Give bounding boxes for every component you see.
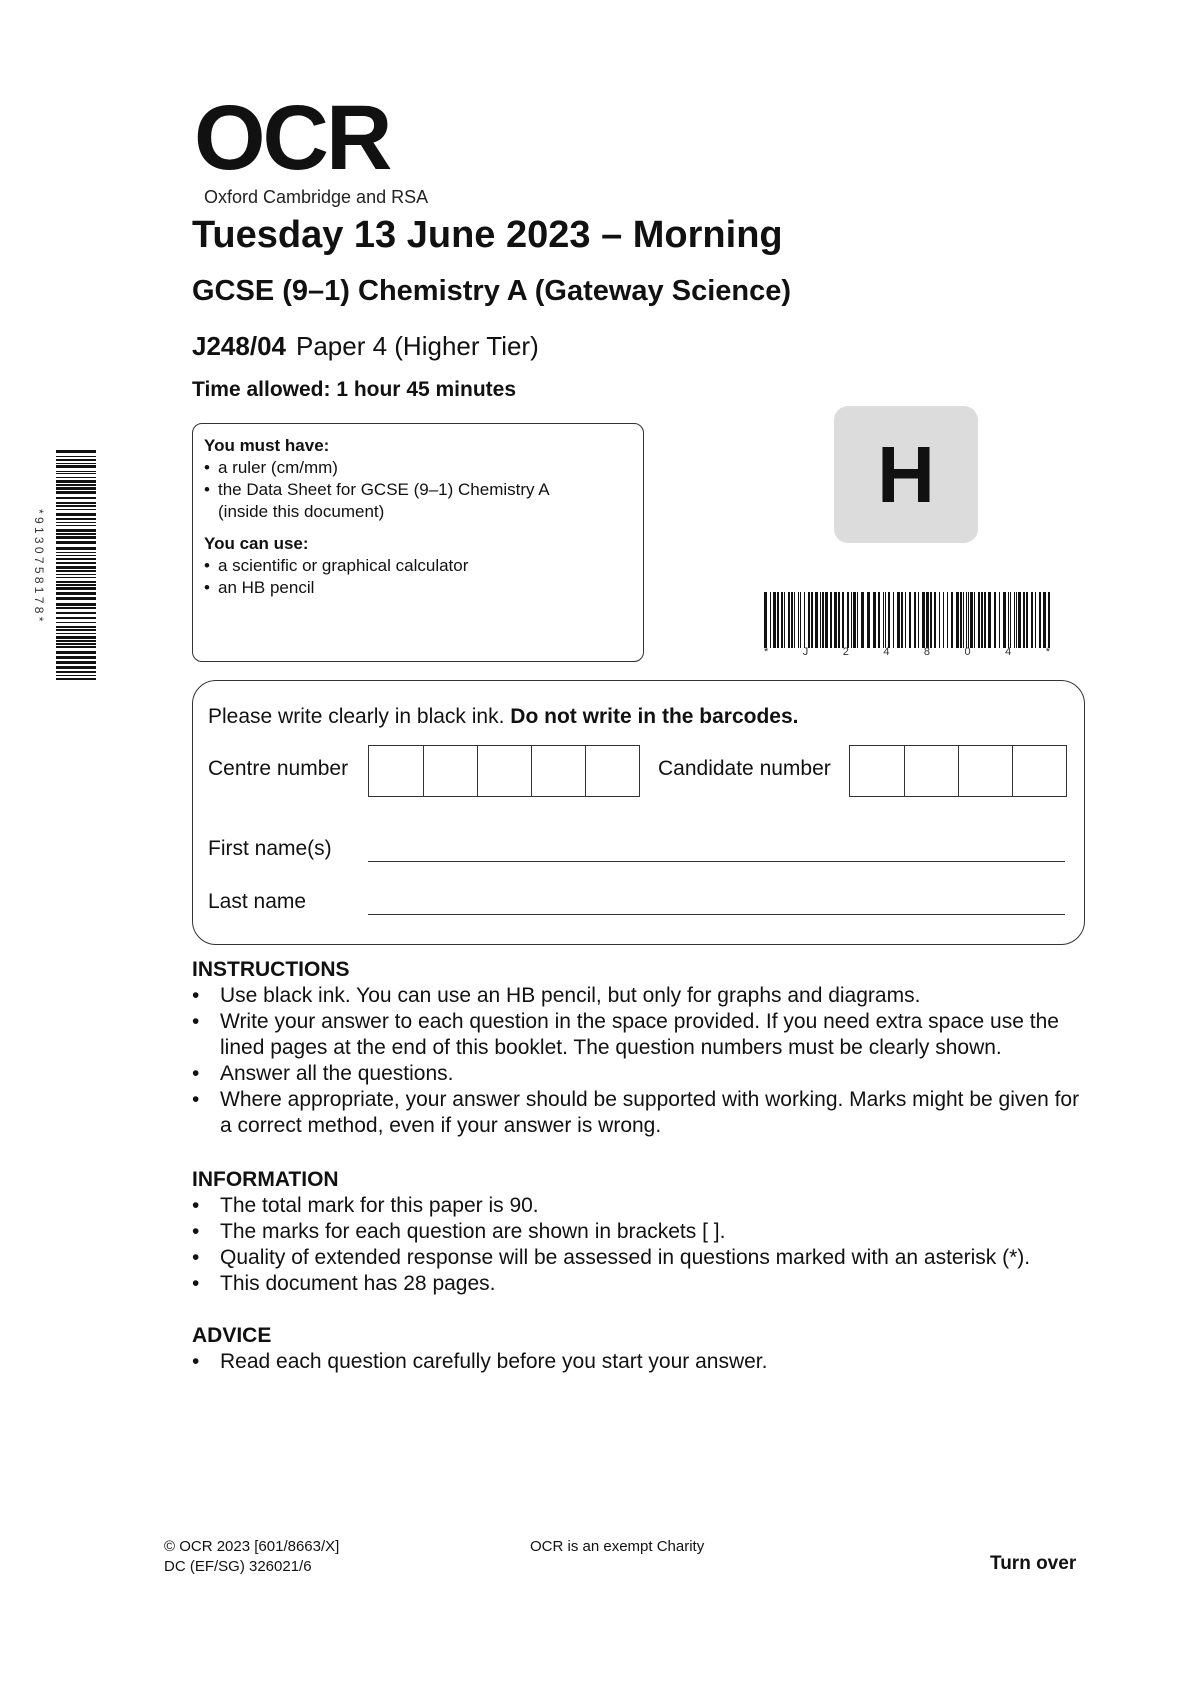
barcode-bar (1014, 592, 1015, 648)
barcode-bar (1003, 592, 1006, 648)
footer-left (164, 1537, 339, 1577)
candidate-number-digit-box[interactable] (850, 746, 904, 796)
barcode-digit: 0 (964, 646, 971, 658)
exam-date: Tuesday 13 June 2023 – Morning (192, 214, 783, 256)
first-name-label: First name(s) (208, 837, 332, 860)
barcode-bar (968, 592, 969, 648)
side-barcode (56, 450, 96, 682)
barcode-bar (820, 592, 821, 648)
barcode-bar (56, 450, 96, 453)
centre-number-digit-box[interactable] (477, 746, 531, 796)
barcode-bar (798, 592, 799, 648)
instruction-item: • Use black ink. You can use an HB pencil, but only for graphs and diagrams. (192, 983, 1092, 1009)
candidate-instruction (208, 704, 799, 730)
barcode-bar (808, 592, 810, 648)
candidate-number-digit-box[interactable] (904, 746, 958, 796)
barcode-bar (56, 536, 96, 539)
barcode-bar (56, 562, 96, 564)
barcode-bar (842, 592, 844, 648)
barcode-bar (1008, 592, 1009, 648)
barcode-bar (815, 592, 818, 648)
barcode-bar (56, 513, 96, 516)
barcode-bar (56, 471, 96, 472)
instructions-heading: INSTRUCTIONS (192, 958, 350, 981)
barcode-bar (897, 592, 900, 648)
barcode-bar (994, 592, 996, 648)
barcode-bar (901, 592, 903, 648)
candidate-instruction-bold: Do not write in the barcodes. (510, 705, 799, 728)
advice-list (192, 1349, 1092, 1375)
must-have-heading: You must have: (204, 436, 330, 455)
can-use-item: • a scientific or graphical calculator (204, 555, 643, 577)
barcode-bar (847, 592, 849, 648)
must-have-list (204, 457, 643, 523)
information-item: • The total mark for this paper is 90. (192, 1193, 1092, 1219)
information-heading: INFORMATION (192, 1168, 339, 1191)
barcode-bar (1031, 592, 1033, 648)
centre-number-label: Centre number (208, 757, 349, 780)
barcode-bar (984, 592, 986, 648)
can-use-heading: You can use: (204, 534, 309, 553)
barcode-bar (56, 581, 96, 583)
barcode-bar (56, 552, 96, 553)
logo-wordmark: OCR (194, 87, 390, 189)
copyright: © OCR 2023 [601/8663/X] (164, 1538, 340, 1555)
barcode-digit: * (764, 646, 769, 658)
barcode-bar (56, 473, 96, 474)
barcode-bar (878, 592, 880, 648)
barcode-bar (1043, 592, 1046, 648)
barcode-bar (56, 480, 96, 483)
barcode-bar (788, 592, 790, 648)
barcode-bar (56, 518, 96, 520)
barcode-bar (822, 592, 824, 648)
candidate-number-field[interactable] (849, 745, 1067, 797)
barcode-bar (56, 617, 96, 619)
barcode-bar (56, 484, 96, 486)
barcode-bar (56, 491, 96, 494)
advice-section (192, 1323, 1092, 1375)
instructions-section (192, 957, 1092, 1139)
barcode-bar (56, 570, 96, 572)
barcode-bar (777, 592, 779, 648)
centre-number-digit-box[interactable] (423, 746, 477, 796)
barcode-bar (56, 640, 96, 642)
barcode-bar (56, 497, 96, 499)
barcode-bar (56, 555, 96, 556)
barcode-bar (56, 577, 96, 578)
barcode-bar (861, 592, 864, 648)
barcode-bar (56, 574, 96, 575)
must-have-item: • a ruler (cm/mm) (204, 457, 643, 479)
barcode-bar (56, 587, 96, 590)
centre-number-digit-box[interactable] (531, 746, 585, 796)
ocr-logo (192, 87, 429, 207)
barcode-bar (939, 592, 940, 648)
first-name-field[interactable] (368, 861, 1065, 862)
barcode-bar (883, 592, 884, 648)
barcode-bar (56, 675, 96, 676)
paper-line (192, 329, 539, 363)
barcode-bar (966, 592, 967, 648)
barcode-bar (56, 643, 96, 645)
barcode-bar (838, 592, 840, 648)
barcode-bar (930, 592, 932, 648)
barcode-bar (830, 592, 832, 648)
information-section (192, 1167, 1092, 1297)
barcode-bar (56, 509, 96, 510)
barcode-bar (56, 636, 96, 639)
barcode-bar (56, 622, 96, 623)
must-have-item: • the Data Sheet for GCSE (9–1) Chemistry A (inside this document) (204, 479, 588, 523)
barcode-bar (791, 592, 793, 648)
barcode-bar (914, 592, 916, 648)
barcode-bar (943, 592, 944, 648)
charity-note: OCR is an exempt Charity (530, 1538, 705, 1555)
barcode-bar (56, 525, 96, 526)
barcode-bar (893, 592, 894, 648)
equipment-box (192, 423, 644, 662)
last-name-label: Last name (208, 890, 307, 913)
document-code: DC (EF/SG) 326021/6 (164, 1558, 312, 1575)
barcode-bar (1023, 592, 1025, 648)
tier-badge: H (834, 406, 978, 543)
last-name-field[interactable] (368, 914, 1065, 915)
barcode-bar (834, 592, 837, 648)
barcode-bar (56, 522, 96, 523)
information-item: • The marks for each question are shown in brackets [ ]. (192, 1219, 1092, 1245)
paper-name: Paper 4 (Higher Tier) (295, 331, 539, 361)
barcode-bar (963, 592, 964, 648)
advice-heading: ADVICE (192, 1324, 272, 1347)
barcode-bar (857, 592, 858, 648)
barcode-bar (56, 459, 96, 461)
barcode-bar (794, 592, 795, 648)
barcode-bar (56, 671, 96, 673)
barcode-digit: 4 (883, 646, 890, 658)
barcode-digit: J (802, 646, 809, 658)
centre-number-digit-box[interactable] (585, 746, 639, 796)
barcode-bar (970, 592, 973, 648)
candidate-number-label: Candidate number (658, 757, 831, 780)
barcode-digit: 2 (842, 646, 849, 658)
barcode-bar (800, 592, 801, 648)
information-item: • This document has 28 pages. (192, 1271, 1092, 1297)
barcode-bar (811, 592, 813, 648)
barcode-bar (56, 603, 96, 606)
barcode-bar (56, 597, 96, 600)
barcode-bar (56, 607, 96, 609)
barcode-bar (764, 592, 767, 648)
barcode-bar (56, 633, 96, 634)
barcode-bar (885, 592, 886, 648)
barcode-bar (56, 477, 96, 478)
barcode-bar (918, 592, 919, 648)
barcode-bar (56, 465, 96, 468)
barcode-bar (773, 592, 776, 648)
barcode-digit: * (1045, 646, 1050, 658)
barcode-bar (56, 612, 96, 614)
barcode-bar (926, 592, 929, 648)
barcode-bar (951, 592, 953, 648)
barcode-bar (781, 592, 783, 648)
barcode-bar (56, 547, 96, 550)
barcode-bar (56, 661, 96, 664)
barcode-bar (1018, 592, 1021, 648)
barcode-bar (804, 592, 805, 648)
barcode-bar (1035, 592, 1036, 648)
instructions-list (192, 983, 1092, 1139)
barcode-bar (1026, 592, 1028, 648)
barcode-bar (56, 566, 96, 569)
barcode-bar (56, 656, 96, 659)
barcode-bar (56, 529, 96, 532)
barcode-bar (922, 592, 925, 648)
side-barcode-text: *9130758178* (32, 509, 46, 625)
barcode-bar (56, 626, 96, 628)
barcode-bar (56, 502, 96, 504)
candidate-instruction-text: Please write clearly in black ink. (208, 705, 511, 728)
barcode-bar (56, 666, 96, 669)
barcode-bar (56, 584, 96, 586)
exam-subject: GCSE (9–1) Chemistry A (Gateway Science) (192, 275, 792, 307)
barcode-bar (56, 558, 96, 560)
barcode-bar (784, 592, 785, 648)
paper-barcode (764, 592, 1050, 648)
barcode-bar (909, 592, 911, 648)
barcode-bar (56, 505, 96, 507)
barcode-bar (56, 463, 96, 464)
barcode-bar (988, 592, 991, 648)
centre-number-field[interactable] (368, 745, 640, 797)
paper-barcode-digits (764, 646, 1050, 658)
information-item: • Quality of extended response will be assessed in questions marked with an asterisk (*). (192, 1245, 1092, 1271)
barcode-bar (956, 592, 959, 648)
information-list (192, 1193, 1092, 1297)
barcode-bar (873, 592, 876, 648)
time-allowed: Time allowed: 1 hour 45 minutes (192, 378, 517, 401)
barcode-bar (56, 678, 96, 680)
barcode-digit: 4 (1005, 646, 1012, 658)
barcode-bar (981, 592, 983, 648)
barcode-bar (56, 646, 96, 648)
instruction-item: • Where appropriate, your answer should be supported with working. Marks might be given for a correct method, even if your answer is wrong. (192, 1087, 1092, 1139)
barcode-bar (851, 592, 852, 648)
barcode-bar (853, 592, 856, 648)
can-use-list (204, 555, 643, 599)
centre-number-digit-box[interactable] (369, 746, 423, 796)
barcode-bar (56, 456, 96, 457)
barcode-digit: 8 (923, 646, 931, 658)
candidate-number-digit-box[interactable] (1012, 746, 1066, 796)
candidate-number-digit-box[interactable] (958, 746, 1012, 796)
barcode-bar (867, 592, 870, 648)
barcode-bar (905, 592, 906, 648)
logo-tagline: Oxford Cambridge and RSA (204, 187, 429, 207)
barcode-bar (825, 592, 828, 648)
barcode-bar (56, 533, 96, 535)
barcode-bar (999, 592, 1000, 648)
barcode-bar (56, 592, 96, 595)
barcode-bar (978, 592, 980, 648)
instruction-item: • Write your answer to each question in the space provided. If you need extra space use the lined pages at the end of this booklet. The question numbers must be clearly shown. (192, 1009, 1092, 1061)
barcode-bar (960, 592, 962, 648)
barcode-bar (1048, 592, 1050, 648)
barcode-bar (888, 592, 890, 648)
paper-code: J248/04 (192, 331, 286, 361)
can-use-item: • an HB pencil (204, 577, 643, 599)
barcode-bar (56, 487, 96, 490)
barcode-bar (1010, 592, 1011, 648)
barcode-bar (934, 592, 936, 648)
barcode-bar (56, 629, 96, 631)
barcode-bar (974, 592, 975, 648)
barcode-bar (56, 651, 96, 654)
barcode-bar (56, 541, 96, 544)
turn-over-label: Turn over (990, 1553, 1077, 1574)
barcode-bar (770, 592, 771, 648)
instruction-item: • Answer all the questions. (192, 1061, 1092, 1087)
barcode-bar (947, 592, 948, 648)
advice-item: • Read each question carefully before you start your answer. (192, 1349, 1092, 1375)
barcode-bar (1016, 592, 1017, 648)
barcode-bar (1039, 592, 1041, 648)
